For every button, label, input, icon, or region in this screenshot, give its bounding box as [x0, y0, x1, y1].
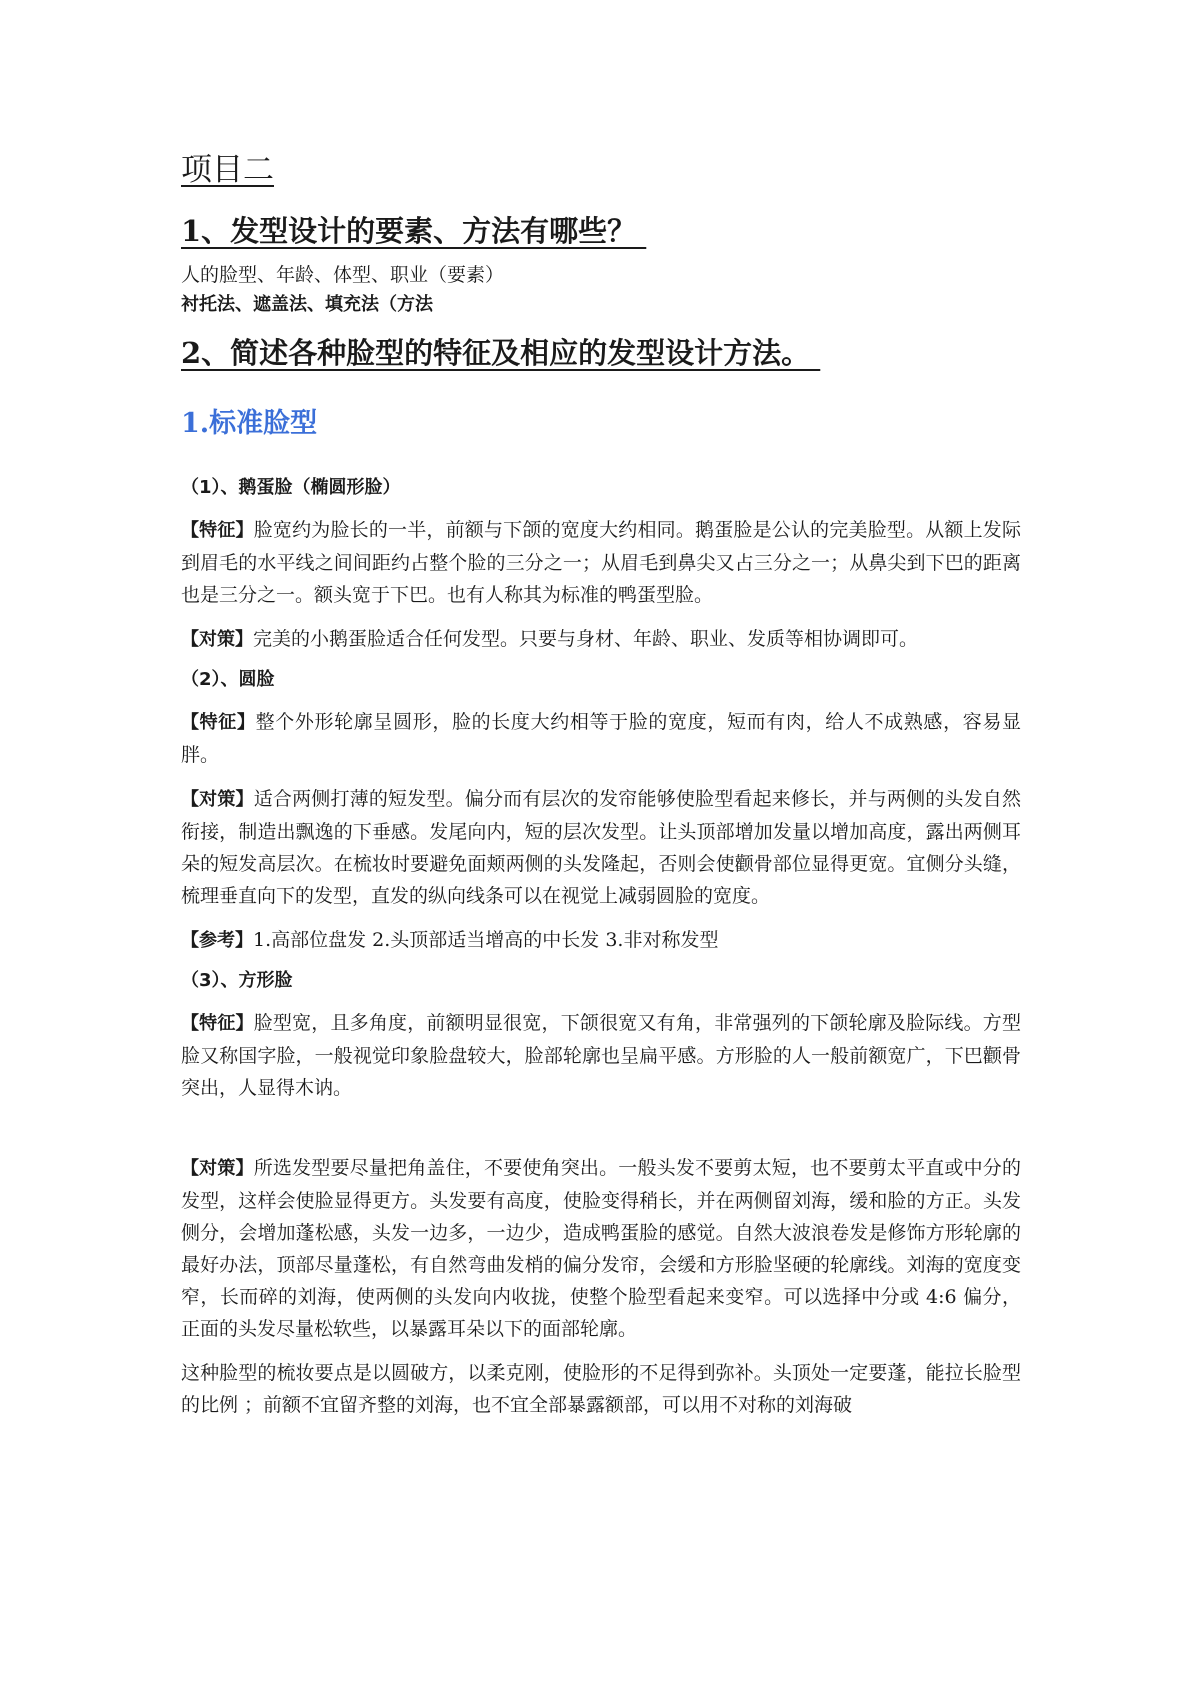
oval-face-heading: （1）、鹅蛋脸（椭圆形脸）: [181, 477, 401, 498]
reference-tag: 【参考】: [181, 930, 253, 951]
square-face-strategy: [181, 1152, 1021, 1345]
round-face-feature: [181, 706, 1021, 771]
feature-tag: 【特征】: [181, 1013, 254, 1034]
question-1-elements: 人的脸型、年龄、体型、职业（要素）: [181, 264, 505, 286]
oval-face-strategy: [181, 623, 1021, 656]
feature-text: 脸宽约为脸长的一半，前额与下颌的宽度大约相同。鹅蛋脸是公认的完美脸型。从额上发际到眉毛的水平线之间间距约占整个脸的三分之一；从眉毛到鼻尖又占三分之一；从鼻尖到下巴的距离也是三分之一。额头宽于下巴。也有人称其为标准的鸭蛋型脸。: [181, 519, 1021, 606]
strategy-text: 适合两侧打薄的短发型。偏分而有层次的发帘能够使脸型看起来修长，并与两侧的头发自然衔接，制造出飘逸的下垂感。发尾向内，短的层次发型。让头顶部增加发量以增加高度，露出两侧耳朵的短发高层次。在梳妆时要避免面颊两侧的头发隆起，否则会使颧骨部位显得更宽。宜侧分头缝，梳理垂直向下的发型，直发的纵向线条可以在视觉上减弱圆脸的宽度。: [181, 788, 1021, 907]
project-title: 项目二: [181, 152, 274, 188]
round-face-heading: （2）、圆脸: [181, 669, 275, 690]
question-2-title: 2、简述各种脸型的特征及相应的发型设计方法。: [181, 336, 821, 370]
round-face-strategy: [181, 783, 1021, 912]
feature-text: 脸型宽，且多角度，前额明显很宽，下颌很宽又有角，非常强列的下颌轮廓及脸际线。方型脸又称国字脸，一般视觉印象脸盘较大，脸部轮廓也呈扁平感。方形脸的人一般前额宽广，下巴颧骨突出，人显得木讷。: [181, 1012, 1021, 1099]
reference-text: 1.高部位盘发 2.头顶部适当增高的中长发 3.非对称发型: [253, 929, 719, 951]
strategy-tag: 【对策】: [181, 789, 254, 810]
square-face-extra: 这种脸型的梳妆要点是以圆破方，以柔克刚，使脸形的不足得到弥补。头顶处一定要蓬，能拉长脸型的比例 ；前额不宜留齐整的刘海，也不宜全部暴露额部，可以用不对称的刘海破: [181, 1362, 1021, 1416]
section-standard-face-title: 1.标准脸型: [181, 408, 318, 439]
question-1-methods: 衬托法、遮盖法、填充法（方法: [181, 294, 433, 315]
square-face-heading: （3）、方形脸: [181, 970, 293, 991]
square-face-feature: [181, 1007, 1021, 1104]
feature-text: 整个外形轮廓呈圆形，脸的长度大约相等于脸的宽度，短而有肉，给人不成熟感，容易显胖。: [181, 711, 1021, 766]
strategy-tag: 【对策】: [181, 629, 253, 650]
strategy-text: 所选发型要尽量把角盖住，不要使角突出。一般头发不要剪太短，也不要剪太平直或中分的发型，这样会使脸显得更方。头发要有高度，使脸变得稍长，并在两侧留刘海，缓和脸的方正。头发侧分，会增加蓬松感，头发一边多，一边少，造成鸭蛋脸的感觉。自然大波浪卷发是修饰方形轮廓的最好办法，顶部尽量蓬松，有自然弯曲发梢的偏分发帘，会缓和方形脸坚硬的轮廓线。刘海的宽度变窄，长而碎的刘海，使两侧的头发向内收拢，使整个脸型看起来变窄。可以选择中分或 4:6 偏分，正面的头发尽量松软些，以暴露耳朵以下的面部轮廓。: [181, 1157, 1021, 1340]
feature-tag: 【特征】: [181, 520, 254, 541]
oval-face-feature: [181, 514, 1021, 611]
feature-tag: 【特征】: [181, 712, 256, 733]
round-face-reference: [181, 924, 1021, 957]
strategy-text: 完美的小鹅蛋脸适合任何发型。只要与身材、年龄、职业、发质等相协调即可。: [253, 628, 919, 650]
document-page: [181, 150, 1021, 1421]
question-1-title: 1、发型设计的要素、方法有哪些？: [181, 214, 647, 248]
strategy-tag: 【对策】: [181, 1158, 254, 1179]
